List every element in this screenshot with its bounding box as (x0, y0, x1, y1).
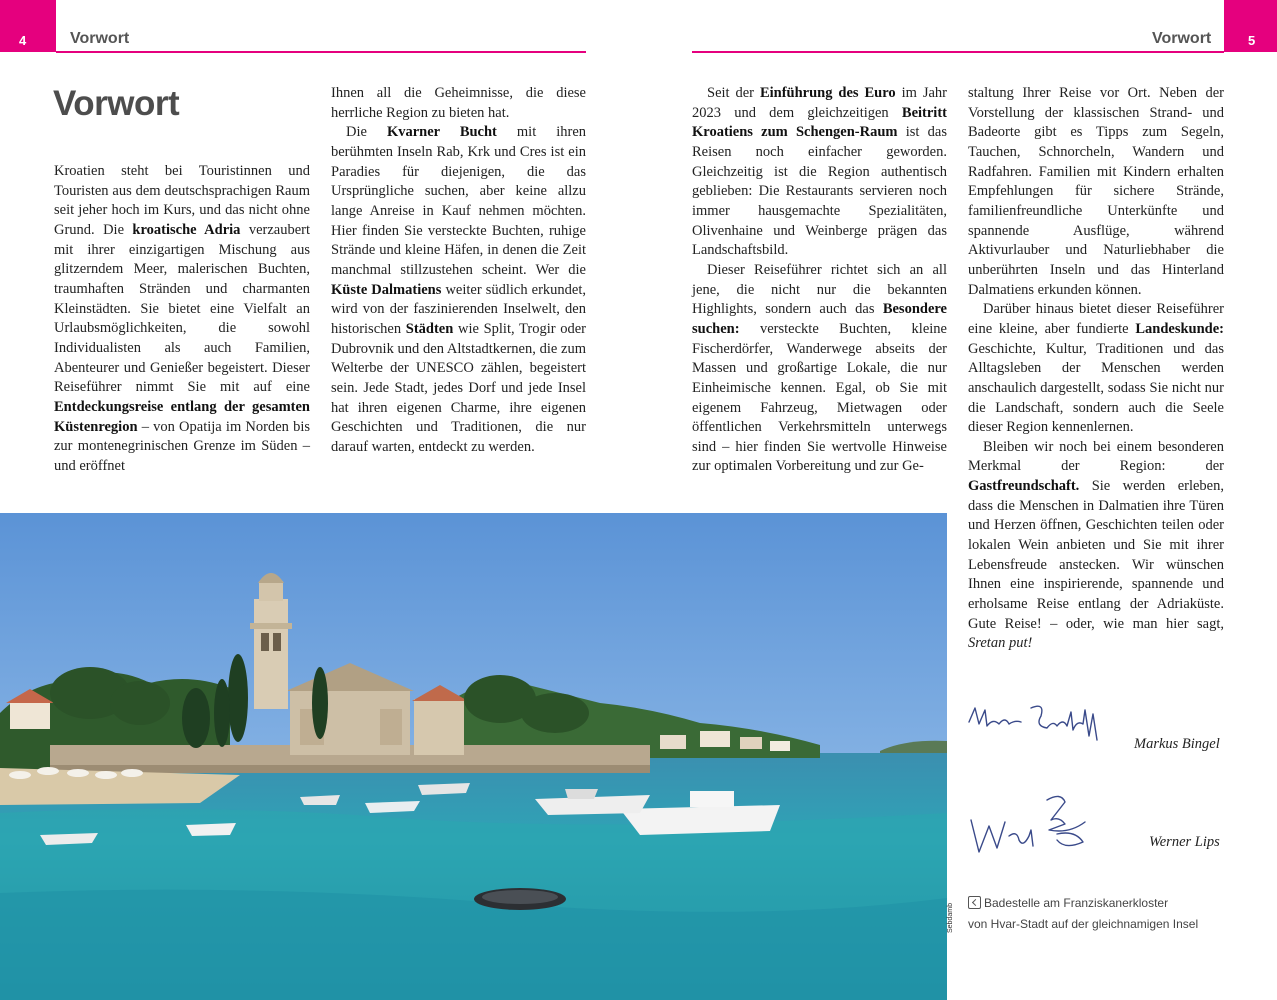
text-run: Geschichte, Kultur, Traditionen und das Alltagsleben der Menschen werden anschaulich dargestellt, sodass Sie nicht nur die Landschaft, sondern auch die Seele dieser Region kennenlernen. (968, 340, 1224, 436)
photo-credit (947, 897, 961, 937)
italic-text: Sretan put! (968, 635, 1033, 652)
text-run: Dieser Reiseführer richtet sich an all jene, die nicht nur die bekannten Highlights, sondern auch das (692, 261, 947, 318)
running-head-left: Vorwort (70, 30, 130, 47)
paragraph (968, 300, 1224, 438)
bold-text: Küste Dalmatiens (331, 281, 442, 298)
text-run: staltung Ihrer Reise vor Ort. Neben der Vorstellung der klassischen Strand- und Badeorte gibt es Tipps zum Segeln, Tauchen, Schnorcheln, Wandern und Radfahren. Familien mit Kindern erhalten Empfehlungen für sichere Strände, familienfreundliche Unterkünfte und spannende Ausflüge, während Aktivurlauber und Naturliebhaber die unberührten Inseln und das Hinterland Dalmatiens erkunden können. (968, 85, 1224, 298)
caption-line-1-text: Badestelle am Franziskanerkloster (984, 896, 1169, 910)
paragraph (54, 162, 310, 477)
text-run: – von Opatija im Norden bis zur montenegrinischen Grenze im Süden – und eröffnet (54, 418, 310, 474)
chapter-title: Vorwort (53, 84, 180, 123)
bold-text: Entdeckungsreise entlang der gesamten Küstenregion (54, 398, 310, 435)
paragraph (692, 261, 947, 477)
text-column-2 (331, 84, 586, 457)
running-head-right: Vorwort (1152, 30, 1212, 47)
bold-text: Beitritt Kroatiens zum Schengen-Raum (692, 104, 947, 141)
author-name-1: Markus Bingel (1134, 736, 1220, 752)
text-run: Bleiben wir noch bei einem besonderen Merkmal der Region: der (968, 438, 1224, 475)
bold-text: Kvarner Bucht (386, 124, 497, 141)
page-number-tab-right (1224, 0, 1277, 52)
text-run: Seit der (707, 85, 760, 101)
author-name-2: Werner Lips (1149, 834, 1220, 850)
bold-text: kroatische Adria (132, 221, 241, 238)
text-run: im Jahr 2023 und dem gleichzeitigen (692, 85, 948, 121)
text-run: Sie werden erleben, dass die Menschen in Dalmatien ihre Türen und Herzen öffnen, Geschichten teilen oder lokalen Wein anbieten und Sie mit ihrer Lebensfreude anstecken. Wir wünschen Ihnen eine inspirierende, spannende und erholsame Reise entlang der Adriaküste. Gute Reise! – oder, wie man hier sagt, (968, 478, 1224, 632)
caption-line-1 (968, 893, 1218, 914)
text-run: Die (346, 124, 387, 141)
bold-text: Städten (405, 320, 454, 337)
bold-text: Landeskunde: (1135, 320, 1224, 337)
text-run: ist das Reisen noch einfacher geworden. Gleichzeitig ist die Region authentisch geblieben: Die Restaurants servieren noch immer hausgemachte Spezialitäten, Olivenhaine und Weinberge prägen das Landschaftsbild. (692, 124, 947, 259)
caption-line-2: von Hvar-Stadt auf der gleichnamigen Insel (968, 917, 1199, 931)
text-run: Kroatien steht bei Touristinnen und Touristen aus dem deutschsprachigen Raum seit jeher hoch im Kurs, und das nicht ohne Grund. Die (54, 163, 310, 238)
page-number-right: 5 (1248, 33, 1256, 48)
photo-credit-text: Sebdamb (947, 903, 954, 933)
paragraph (331, 84, 586, 123)
text-run: verzaubert mit ihrer einzigartigen Mischung aus glitzerndem Meer, malerischen Buchten, traumhaften Stränden und charmanten Kleinstädten. Sie bietet eine Vielfalt an Urlaubsmöglichkeiten, die sowohl Individualisten als auch Familien, Abenteurer und Genießer begeistert. Dieser Reiseführer nimmt Sie mit auf eine (54, 221, 310, 396)
header-rule-left (56, 51, 586, 53)
bold-text: Gastfreundschaft. (968, 478, 1080, 495)
signature-werner-lips (965, 790, 1115, 860)
paragraph (968, 84, 1224, 300)
photo-caption (968, 893, 1218, 935)
paragraph (968, 438, 1224, 654)
text-run: Ihnen all die Geheimnisse, die diese herrliche Region zu bieten hat. (331, 85, 586, 121)
paragraph (331, 123, 586, 457)
text-column-1 (54, 162, 310, 477)
text-column-4 (968, 84, 1224, 654)
signature-markus-bingel (965, 700, 1115, 748)
header-rule-right (692, 51, 1224, 53)
text-run: wie Split, Trogir oder Dubrovnik und den Altstadtkernen, die zum Welterbe der UNESCO zählen, begeistert sein. Jede Stadt, jedes Dorf und jede Insel hat ihren eigenen Charme, ihre eigenen Geschichten und Traditionen, die nur darauf warten, entdeckt zu werden. (331, 320, 586, 455)
arrow-left-icon (968, 896, 981, 909)
bold-text: Besondere suchen: (692, 301, 947, 337)
page-number-left: 4 (19, 33, 27, 48)
hvar-monastery-photo (0, 513, 947, 1000)
paragraph (692, 84, 947, 261)
text-run: versteckte Buchten, kleine Fischerdörfer, Wanderwege abseits der Massen und großartige Lokale, die nur Einheimische kennen. Egal, ob Sie mit eigenem Fahrzeug, Mietwagen oder öffentlichen Verkehrsmitteln unterwegs sind – hier finden Sie wertvolle Hinweise zur optimalen Vorbereitung und zur Ge- (692, 320, 947, 475)
text-run: Darüber hinaus bietet dieser Reiseführer eine kleine, aber fundierte (968, 301, 1224, 337)
bold-text: Einführung des Euro (759, 85, 896, 101)
text-run: mit ihren berühmten Inseln Rab, Krk und Cres ist ein Paradies für diejenigen, die das Ursprüngliche suchen, aber keine allzu lange Anreise in Kauf nehmen möchten. Hier finden Sie versteckte Buchten, ruhige Strände und kleine Häfen, in denen die Zeit manchmal stillzustehen scheint. Wer die (331, 124, 587, 278)
text-run: weiter südlich erkundet, wird von der faszinierenden Inselwelt, den historischen (331, 281, 586, 337)
page-number-tab-left (0, 0, 56, 52)
text-column-3 (692, 84, 947, 477)
